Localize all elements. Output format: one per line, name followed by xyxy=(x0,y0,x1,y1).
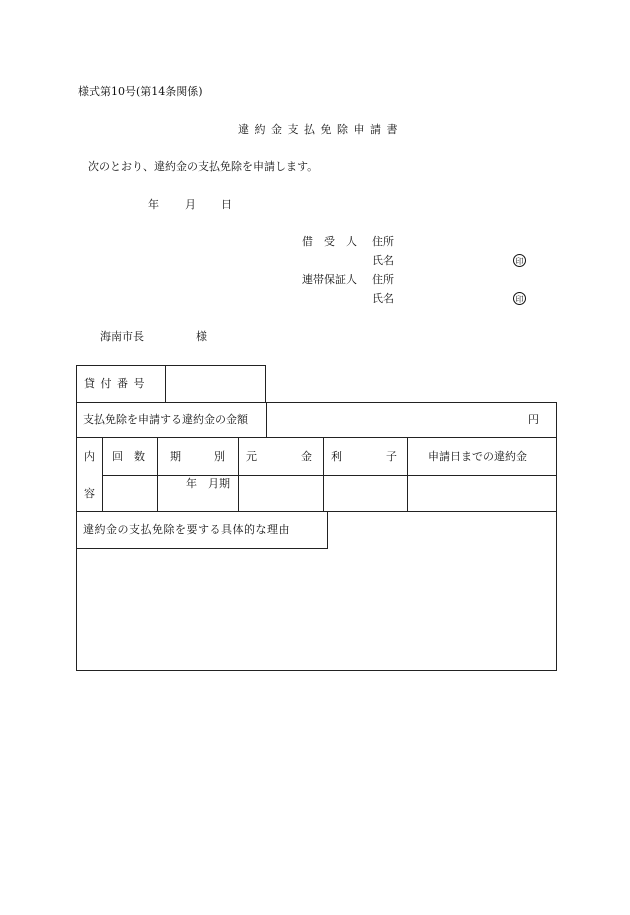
amount-label: 支払免除を申請する違約金の金額 xyxy=(83,413,248,426)
loan-number-label: 貸 付 番 号 xyxy=(84,377,146,390)
form-number: 様式第10号(第14条関係) xyxy=(78,85,203,98)
column-count: 回 数 xyxy=(112,450,145,463)
column-period: 期 別 xyxy=(170,450,225,463)
column-penalty: 申請日までの違約金 xyxy=(428,450,527,463)
guarantor-name-label: 氏名 xyxy=(372,292,394,305)
principal-field[interactable] xyxy=(239,476,323,510)
date-year-label: 年 xyxy=(148,198,159,211)
amount-field[interactable] xyxy=(267,403,556,437)
column-principal: 元 金 xyxy=(246,450,312,463)
addressee-honorific: 様 xyxy=(196,330,207,343)
column-interest: 利 子 xyxy=(331,450,397,463)
contents-label-top: 内 xyxy=(84,450,95,463)
penalty-field[interactable] xyxy=(408,476,556,510)
page-title: 違 約 金 支 払 免 除 申 請 書 xyxy=(238,123,399,136)
guarantor-seal-mark: 印 xyxy=(513,292,526,305)
intro-text: 次のとおり、違約金の支払免除を申請します。 xyxy=(88,160,319,173)
period-value: 年 月期 xyxy=(186,477,230,490)
reason-field[interactable] xyxy=(77,549,556,670)
reason-label: 違約金の支払免除を要する具体的な理由 xyxy=(83,523,290,536)
amount-unit: 円 xyxy=(528,413,539,426)
date-day-label: 日 xyxy=(221,198,232,211)
borrower-name-label: 氏名 xyxy=(372,254,394,267)
guarantor-address-label: 住所 xyxy=(372,273,394,286)
borrower-label: 借 受 人 xyxy=(302,235,357,248)
borrower-seal-mark: 印 xyxy=(513,254,526,267)
date-month-label: 月 xyxy=(185,198,196,211)
guarantor-label: 連帯保証人 xyxy=(302,273,357,286)
count-field[interactable] xyxy=(103,476,157,510)
interest-field[interactable] xyxy=(324,476,407,510)
addressee-name: 海南市長 xyxy=(100,330,144,343)
loan-number-field[interactable] xyxy=(166,366,265,402)
borrower-address-label: 住所 xyxy=(372,235,394,248)
contents-label-bottom: 容 xyxy=(84,487,95,500)
